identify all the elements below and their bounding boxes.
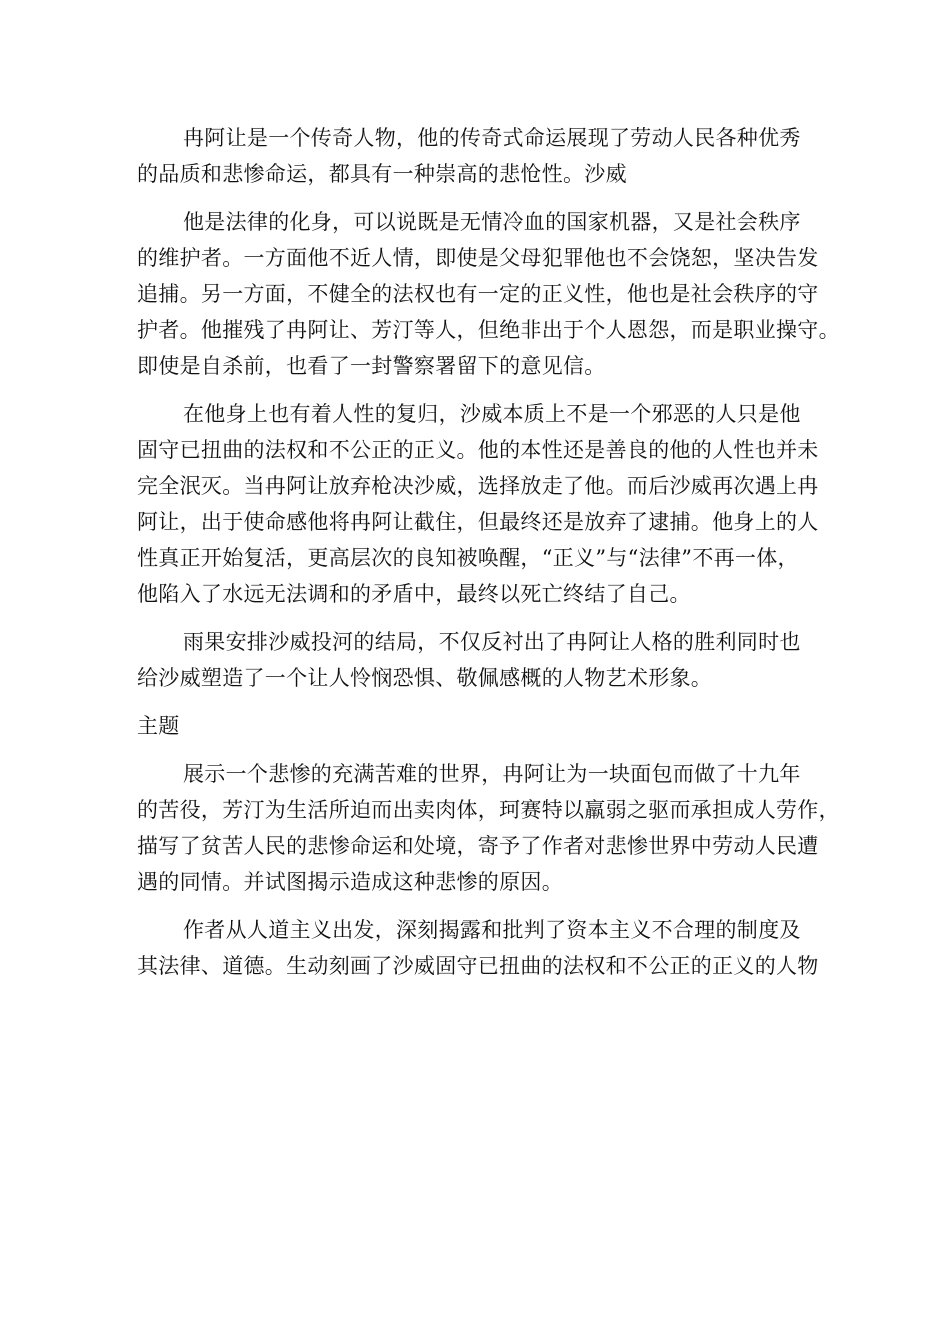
text-line: 的苦役，芳汀为生活所迫而出卖肉体，珂赛特以羸弱之驱而承担成人劳作， xyxy=(137,798,840,822)
text-line: 的品质和悲惨命运，都具有一种崇高的悲怆性。沙威 xyxy=(137,162,627,186)
paragraph-javert-humanity xyxy=(137,396,837,612)
text-line: 在他身上也有着人性的复归，沙威本质上不是一个邪恶的人只是他 xyxy=(183,402,801,426)
paragraph-jean-valjean xyxy=(137,120,837,192)
paragraph-javert-law xyxy=(137,204,840,384)
text-line: 冉阿让是一个传奇人物，他的传奇式命运展现了劳动人民各种优秀 xyxy=(183,126,801,150)
text-line: 追捕。另一方面，不健全的法权也有一定的正义性，他也是社会秩序的守 xyxy=(137,282,819,306)
text-line: 性真正开始复活，更高层次的良知被唤醒，“正义”与“法律”不再一体， xyxy=(137,546,799,570)
document-body xyxy=(137,120,840,996)
text-line: 雨果安排沙威投河的结局，不仅反衬出了冉阿让人格的胜利同时也 xyxy=(183,630,801,654)
text-line: 其法律、道德。生动刻画了沙威固守已扭曲的法权和不公正的正义的人物 xyxy=(137,954,819,978)
paragraph-theme-humanism xyxy=(137,912,837,984)
section-heading: 主题 xyxy=(137,714,180,738)
text-line: 固守已扭曲的法权和不公正的正义。他的本性还是善良的他的人性也并未 xyxy=(137,438,819,462)
text-line: 描写了贫苦人民的悲惨命运和处境，寄予了作者对悲惨世界中劳动人民遭 xyxy=(137,834,819,858)
text-line: 他是法律的化身，可以说既是无情冷血的国家机器，又是社会秩序 xyxy=(183,210,801,234)
text-line: 遇的同情。并试图揭示造成这种悲惨的原因。 xyxy=(137,870,563,894)
text-line: 的维护者。一方面他不近人情，即使是父母犯罪他也不会饶恕，坚决告发 xyxy=(137,246,819,270)
text-line: 作者从人道主义出发，深刻揭露和批判了资本主义不合理的制度及 xyxy=(183,918,801,942)
paragraph-javert-ending xyxy=(137,624,837,696)
text-line: 护者。他摧残了冉阿让、芳汀等人，但绝非出于个人恩怨，而是职业操守。 xyxy=(137,318,840,342)
text-line: 即使是自杀前，也看了一封警察署留下的意见信。 xyxy=(137,354,606,378)
text-line: 展示一个悲惨的充满苦难的世界，冉阿让为一块面包而做了十九年 xyxy=(183,762,801,786)
text-line: 他陷入了水远无法调和的矛盾中，最终以死亡终结了自己。 xyxy=(137,582,691,606)
text-line: 完全泯灭。当冉阿让放弃枪决沙威，选择放走了他。而后沙威再次遇上冉 xyxy=(137,474,819,498)
text-line: 给沙威塑造了一个让人怜悯恐惧、敬佩感概的人物艺术形象。 xyxy=(137,666,713,690)
section-heading-theme xyxy=(137,708,837,744)
paragraph-theme-suffering xyxy=(137,756,840,900)
text-line: 阿让，出于使命感他将冉阿让截住，但最终还是放弃了逮捕。他身上的人 xyxy=(137,510,819,534)
